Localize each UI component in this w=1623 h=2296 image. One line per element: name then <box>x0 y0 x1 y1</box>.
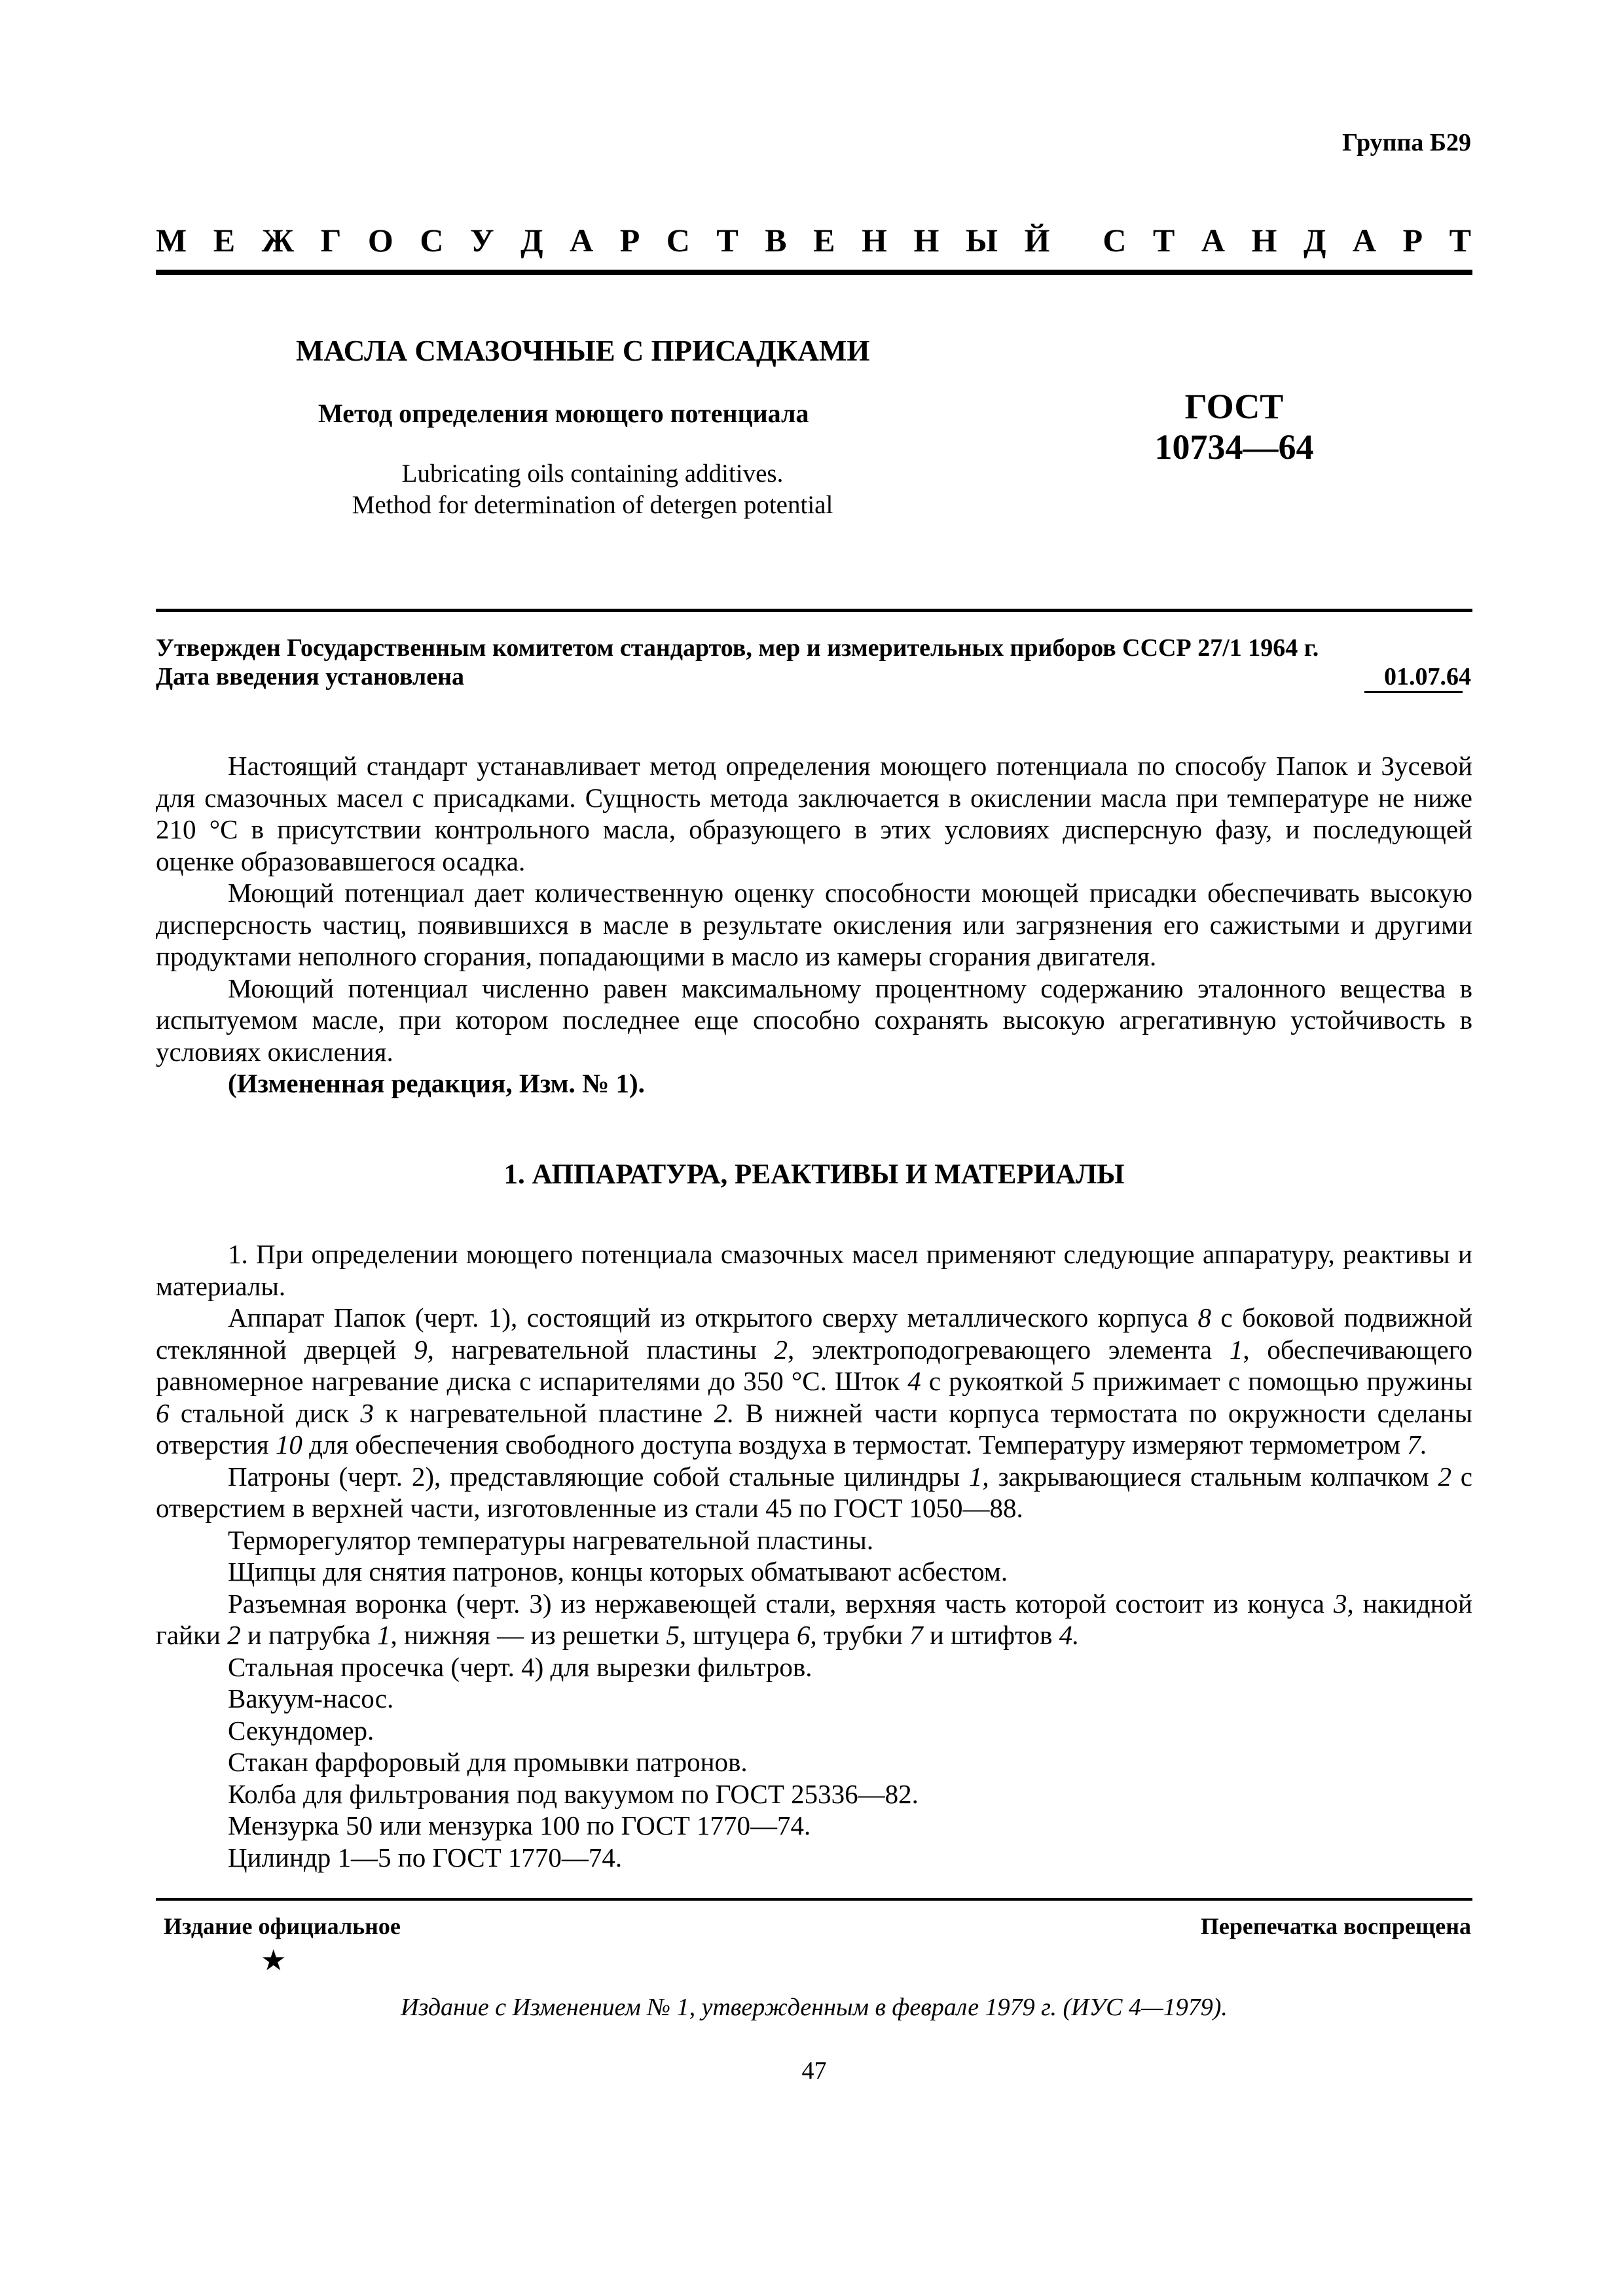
banner-letter: Д <box>1303 222 1326 259</box>
reprint-prohibited-label: Перепечатка воспрещена <box>1200 1913 1471 1939</box>
text-run: , электроподогревающего элемента <box>788 1334 1230 1365</box>
text-run: , нагревательной пластины <box>427 1334 775 1365</box>
part-number: 1 <box>968 1461 983 1492</box>
banner-letter: Н <box>862 222 887 259</box>
equipment-item: Щипцы для снятия патронов, концы которых обматывают асбестом. <box>228 1556 1008 1587</box>
text-run: с рукояткой <box>921 1366 1072 1396</box>
page-number: 47 <box>801 2057 827 2085</box>
part-number: 10 <box>275 1429 302 1460</box>
equipment-item: Секундомер. <box>228 1715 374 1746</box>
text-run: , закрывающиеся стальным колпачком <box>982 1461 1438 1492</box>
section-paragraph: 1. При определении моющего потенциала смазочных масел применяют следующие аппаратуру, реактивы и материалы. <box>156 1239 1472 1301</box>
text-run: с боковой подвижной стеклянной дверцей <box>156 1302 1473 1365</box>
banner-letter: В <box>765 222 787 259</box>
text-run: , накидной гайки <box>156 1588 1472 1650</box>
banner-letter: О <box>367 222 393 259</box>
banner-rule <box>156 270 1472 275</box>
banner-letter: С <box>420 222 444 259</box>
part-number: 5 <box>1071 1366 1085 1396</box>
gost-label: ГОСТ <box>1184 387 1284 426</box>
part-number: 5 <box>666 1620 680 1650</box>
cartridges-paragraph <box>156 1461 1472 1524</box>
document-subtitle: Метод определения моющего потенциала <box>318 399 809 428</box>
footer-rule <box>156 1898 1472 1901</box>
banner-letter: Н <box>1251 222 1277 259</box>
text-run: с отверстием в верхней части, изготовленные из стали 45 по ГОСТ 1050—88. <box>156 1461 1472 1523</box>
text-run: Аппарат Папок (черт. 1), состоящий из открытого сверху металлического корпуса <box>228 1302 1198 1333</box>
intro-date-value: 01.07.64 <box>1384 663 1471 691</box>
text-run: для обеспечения свободного доступа воздуха в термостат. Температуру измеряют термометром <box>302 1429 1408 1460</box>
section-body <box>156 1238 1472 1873</box>
intro-date-label: Дата введения установлена <box>156 663 465 691</box>
part-number: 4 <box>907 1366 921 1396</box>
equipment-item: Вакуум-насос. <box>228 1683 394 1713</box>
part-number: 8 <box>1197 1302 1211 1333</box>
equipment-item: Цилиндр 1—5 по ГОСТ 1770—74. <box>228 1842 623 1873</box>
banner-letter: У <box>469 222 494 259</box>
title-rule <box>156 609 1472 612</box>
intro-date-underline <box>1364 691 1463 693</box>
introduction <box>156 750 1472 1100</box>
intro-paragraph: Моющий потенциал численно равен максимальному процентному содержанию эталонного вещества в испытуемом масле, при котором последнее еще способно сохранять высокую агрегативную устойчивость в условиях окисления. <box>156 973 1472 1067</box>
part-number: 3 <box>360 1397 374 1428</box>
banner-letter: С <box>666 222 690 259</box>
part-number: 1 <box>1229 1334 1243 1365</box>
part-number: 7. <box>1407 1429 1427 1460</box>
part-number: 2. <box>714 1397 735 1428</box>
intro-paragraph: Моющий потенциал дает количественную оценку способности моющей присадки обеспечивать высокую дисперсность частиц, появившихся в масле в результате окисления или загрязнения его сажистыми и другими продуктами неполного сгорания, попадающими в масло из камеры сгорания двигателя. <box>156 878 1472 971</box>
text-run: Разъемная воронка (черт. 3) из нержавеющей стали, верхняя часть которой состоит из конуса <box>228 1588 1334 1619</box>
text-run: , трубки <box>810 1620 910 1650</box>
part-number: 2 <box>1438 1461 1451 1492</box>
classification-group: Группа Б29 <box>1342 129 1471 156</box>
gost-designation <box>1142 386 1326 467</box>
part-number: 6 <box>796 1620 811 1650</box>
banner-letter: Й <box>1024 222 1050 259</box>
banner-letter: Р <box>1402 222 1423 259</box>
banner-letter: Р <box>619 222 640 259</box>
banner-letter: Н <box>913 222 939 259</box>
english-title-line: Method for determination of detergen potential <box>352 491 833 519</box>
amendment-note: (Измененная редакция, Изм. № 1). <box>228 1068 645 1098</box>
banner-letter: А <box>1201 222 1226 259</box>
edition-note: Издание с Изменением № 1, утвержденным в феврале 1979 г. (ИУС 4—1979). <box>401 1994 1228 2021</box>
banner-letter: Г <box>320 222 342 259</box>
gost-number: 10734—64 <box>1154 427 1314 467</box>
english-title-line: Lubricating oils containing additives. <box>401 459 784 488</box>
text-run: , нижняя — из решетки <box>390 1620 666 1650</box>
part-number: 4. <box>1059 1620 1080 1650</box>
banner-letter: Ж <box>261 222 295 259</box>
text-run: и патрубка <box>240 1620 378 1650</box>
official-edition-label: Издание официальное <box>164 1913 401 1939</box>
banner-letter: А <box>1352 222 1376 259</box>
document-title: МАСЛА СМАЗОЧНЫЕ С ПРИСАДКАМИ <box>296 334 870 367</box>
banner-letter: Е <box>813 222 835 259</box>
part-number: 2 <box>227 1620 241 1650</box>
english-title <box>308 458 877 521</box>
equipment-item: Стальная просечка (черт. 4) для вырезки фильтров. <box>228 1651 812 1682</box>
text-run: прижимает с помощью пружины <box>1084 1366 1473 1396</box>
apparatus-paragraph <box>156 1302 1472 1461</box>
part-number: 1 <box>377 1620 391 1650</box>
part-number: 7 <box>909 1620 923 1650</box>
banner-letter: А <box>570 222 594 259</box>
section-heading: 1. АППАРАТУРА, РЕАКТИВЫ И МАТЕРИАЛЫ <box>503 1159 1125 1190</box>
banner-letter: С <box>1103 222 1127 259</box>
standard-banner <box>156 221 1471 259</box>
part-number: 9 <box>414 1334 428 1365</box>
banner-letter: Ы <box>965 222 998 259</box>
banner-letter: Е <box>213 222 236 259</box>
text-run: В нижней части корпуса термостата по окружности сделаны отверстия <box>156 1397 1473 1460</box>
text-run: и штифтов <box>922 1620 1059 1650</box>
equipment-item: Терморегулятор температуры нагревательной пластины. <box>228 1524 874 1555</box>
text-run: стальной диск <box>169 1397 361 1428</box>
banner-letter: Т <box>1153 222 1175 259</box>
part-number: 2 <box>774 1334 788 1365</box>
banner-letter: М <box>156 222 187 259</box>
text-run: , обеспечивающего равномерное нагревание диска с испарителями до 350 °С. Шток <box>156 1334 1472 1396</box>
equipment-item: Стакан фарфоровый для промывки патронов. <box>228 1747 748 1777</box>
text-run: , штуцера <box>679 1620 797 1650</box>
part-number: 3 <box>1334 1588 1347 1619</box>
intro-paragraph: Настоящий стандарт устанавливает метод определения моющего потенциала по способу Папок и Зусевой для смазочных масел с присадками. Сущность метода заключается в окислении масла при температуре не ниже 210 °С в присутствии контрольного масла, образующего в этих условиях дисперсную фазу, и последующей оценке образовавшегося осадка. <box>156 751 1472 876</box>
equipment-item: Мензурка 50 или мензурка 100 по ГОСТ 1770—74. <box>228 1810 811 1840</box>
star-icon: ★ <box>261 1945 287 1977</box>
part-number: 6 <box>156 1397 170 1428</box>
banner-letter: Т <box>1449 222 1471 259</box>
banner-letter: Д <box>520 222 543 259</box>
text-run: Патроны (черт. 2), представляющие собой стальные цилиндры <box>228 1461 969 1492</box>
banner-letter: Т <box>716 222 739 259</box>
funnel-paragraph <box>156 1588 1472 1651</box>
text-run: к нагревательной пластине <box>373 1397 714 1428</box>
equipment-item: Колба для фильтрования под вакуумом по ГОСТ 25336—82. <box>228 1778 919 1809</box>
approval-statement: Утвержден Государственным комитетом стандартов, мер и измерительных приборов СССР 27/1 1964 г. <box>156 634 1319 662</box>
